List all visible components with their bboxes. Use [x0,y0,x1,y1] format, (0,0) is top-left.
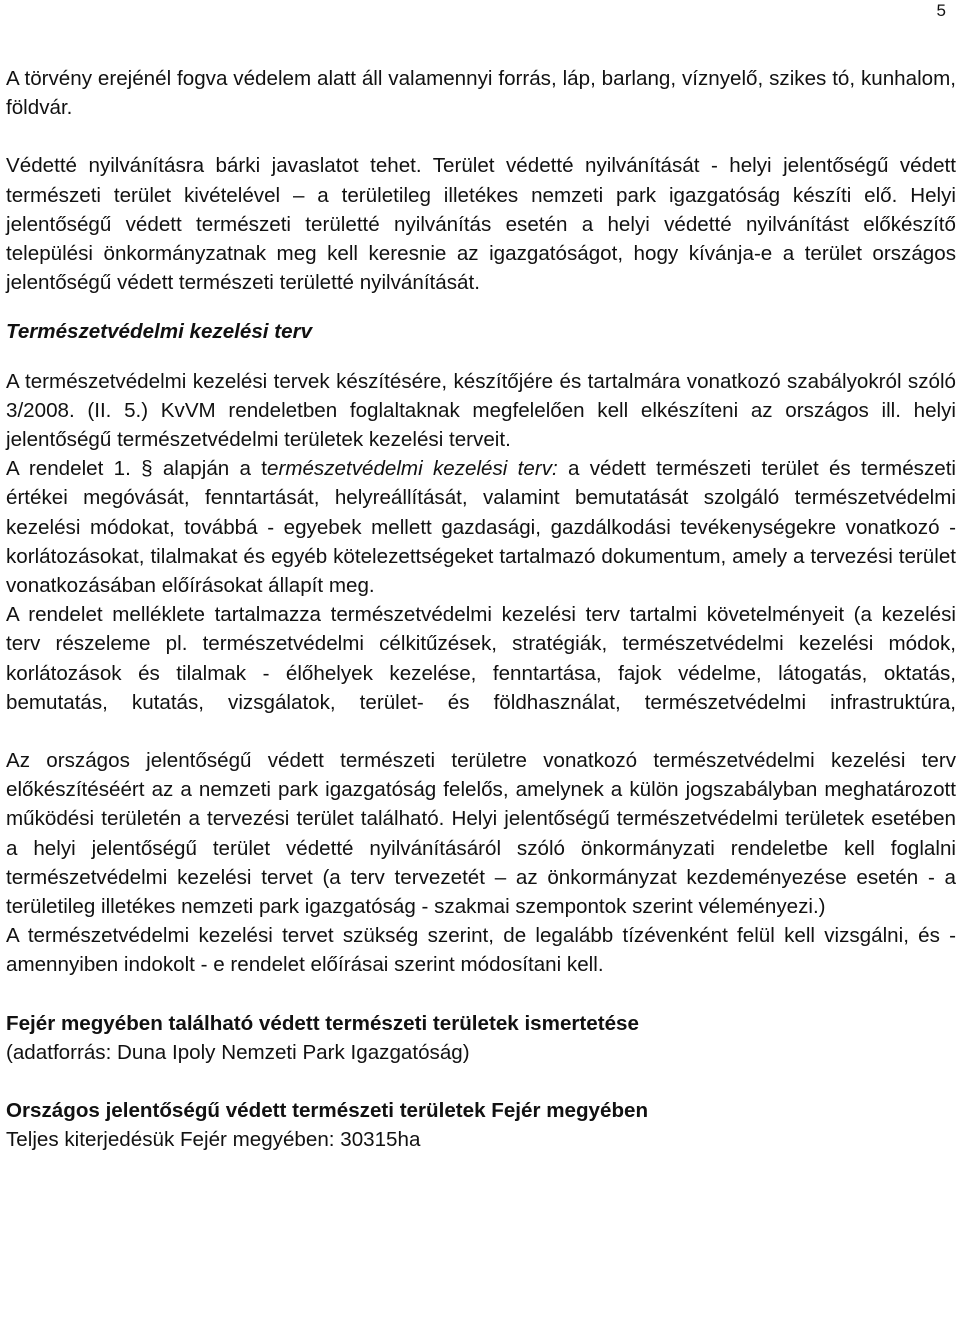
definition-body-text: a védett természeti terület és természeti értékei megóvását, fenntartását, helyreállítását, valamint bemutatását szolgáló természetvédelmi kezelési módokat, továbbá - egyebek mellett gazdasági, gazdálkodási tevékenységekre vonatkozó - korlátozásokat, tilalmakat és egyéb kötelezettségeket tartalmazó dokumentum, amely a tervezési terület vonatkozásában előírásokat állapít meg. [6,457,956,598]
paragraph-annex-contents: A rendelet melléklete tartalmazza természetvédelmi kezelési terv tartalmi követelményeit (a kezelési terv részeleme pl. természetvédelmi célkitűzések, stratégiák, természetvédelmi kezelési módok, korlátozások és tilalmak - élőhelyek kezelése, fenntartása, fajok védelme, látogatás, oktatás, bemutatás, kutatás, vizsgálatok, terület- és földhasználat, természetvédelmi infrastruktúra, [6,603,956,714]
definition-term: ermészetvédelmi kezelési terv: [267,457,558,481]
document-body [6,64,956,1155]
heading-management-plan: Természetvédelmi kezelési terv [6,320,313,344]
paragraph-designation: Védetté nyilvánításra bárki javaslatot tehet. Terület védetté nyilvánítását - helyi jelentőségű védett természeti terület kivételével – a területileg illetékes nemzeti park igazgatóság készíti elő. Helyi jelentőségű védett természeti területté nyilvánítás esetén a helyi védetté nyilvánítást előkészítő települési önkormányzatnak meg kell keresnie az igazgatóságot, hogy kívánja-e a terület országos jelentőségű védett természeti területté nyilvánítását. [6,154,956,295]
paragraph-protected-features: A törvény erejénél fogva védelem alatt áll valamennyi forrás, láp, barlang, víznyelő, szikes tó, kunhalom, földvár. [6,67,956,120]
paragraph-regulation: A természetvédelmi kezelési tervek készítésére, készítőjére és tartalmára vonatkozó szabályokról szóló 3/2008. (II. 5.) KvVM rendeletben foglaltaknak megfelelően kell elkészíteni az országos ill. helyi jelentőségű természetvédelmi területek kezelési terveit. [6,369,956,452]
heading-national-protected-areas: Országos jelentőségű védett természeti területek Fejér megyében [6,1099,649,1123]
data-source-note: (adatforrás: Duna Ipoly Nemzeti Park Igazgatóság) [6,1040,470,1064]
definition-lead-text: A rendelet 1. § alapján a t [6,457,268,481]
page-number: 5 [936,1,946,20]
paragraph-responsibility: Az országos jelentőségű védett természeti területre vonatkozó természetvédelmi kezelési terv előkészítéséért az a nemzeti park igazgatóság felelős, amelynek a külön jogszabályban meghatározott működési területén a tervezési terület található. Helyi jelentőségű természetvédelmi területek esetében a helyi jelentőségű terület védetté nyilvánításáról szóló önkormányzati rendeletbe kell foglalni természetvédelmi kezelési tervet (a terv tervezetét – az önkormányzat kezdeményezése esetén - a területileg illetékes nemzeti park igazgatóság - szakmai szempontok szerint véleményezi.) [6,749,956,919]
heading-fejer-protected-areas: Fejér megyében található védett természeti területek ismertetése [6,1011,639,1035]
total-extent-text: Teljes kiterjedésük Fejér megyében: 30315ha [6,1128,421,1152]
paragraph-definition [6,454,956,600]
paragraph-review: A természetvédelmi kezelési tervet szükség szerint, de legalább tízévenként felül kell vizsgálni, és - amennyiben indokolt - e rendelet előírásai szerint módosítani kell. [6,924,956,977]
